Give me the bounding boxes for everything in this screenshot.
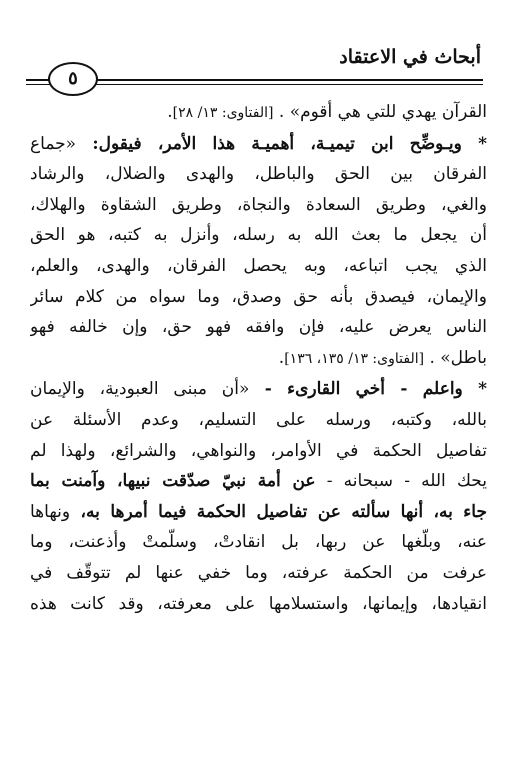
text-run: . [167, 102, 173, 122]
text-run: * ويـوضِّح ابن تيميـة، أهميـة هذا الأمر، فيقول: [76, 133, 487, 154]
text-line [30, 159, 487, 190]
text-line [30, 343, 487, 375]
text-run: بالله، وكتبه، ورسله على التسليم، وعدم الأسئلة عن [30, 409, 487, 430]
text-run: [الفتاوى: ١٣/ ٢٨] [172, 105, 274, 121]
text-run: . [278, 347, 285, 368]
text-line [30, 589, 487, 620]
text-line [30, 251, 487, 282]
text-run: يحك الله - سبحانه - [315, 471, 487, 492]
text-run: * واعلم - أخي القارىء - [249, 379, 487, 400]
text-line [30, 312, 487, 343]
text-line [30, 558, 487, 589]
text-line [30, 405, 487, 436]
text-run: تفاصيل الحكمة في الأوامر، والنواهي، والشرائع، ولهذا لم [30, 440, 487, 461]
page-number: ٥ [48, 62, 98, 96]
text-run: عنه، وبلّغها عن ربها، بل انقادتْ، وسلّمتْ وأذعنت، وما [30, 532, 487, 553]
text-line [30, 436, 487, 467]
text-run: جاء به، أنها سألته عن تفاصيل الحكمة فيما أمرها به، [70, 501, 487, 522]
text-run: [الفتاوى: ١٣/ ١٣٥، ١٣٦] [284, 350, 425, 367]
book-title: أبحاث في الاعتقاد [339, 46, 481, 68]
text-line [30, 129, 487, 160]
text-run: عرفت من الحكمة عرفته، وما خفي عنها لم تتوقّف في [30, 562, 487, 583]
text-run: الناس يعرض عليه، فإن وافقه فهو حق، وإن خالفه فهو [30, 317, 487, 338]
text-line [30, 220, 487, 251]
text-line [30, 466, 487, 497]
text-run: الذي يجب اتباعه، وبه يحصل الفرقان، والهدى، والعلم، [30, 255, 487, 276]
text-run: الفرقان بين الحق والباطل، والهدى والضلال، والرشاد [30, 164, 487, 185]
text-run: القرآن يهدي للتي هي أقوم» . [273, 102, 487, 122]
text-run: عن أمة نبيّ صدّقت نبيها، وآمنت بما [30, 471, 316, 492]
text-run: انقيادها، وإيمانها، واستسلامها على معرفته، وقد كانت هذه [30, 593, 487, 614]
text-run: ونهاها [30, 501, 71, 522]
text-line [30, 527, 487, 558]
text-run: والإيمان، فيصدق بأنه حق وصدق، وما سواه من كلام سائر [30, 286, 487, 307]
text-line [30, 497, 487, 528]
text-line [30, 374, 487, 405]
text-run: باطل» . [424, 347, 487, 368]
text-line [30, 97, 487, 129]
text-run: أن يجعل ما بعث الله به رسله، وأنزل به كتبه، هو الحق [30, 225, 487, 246]
body-text [30, 97, 487, 619]
text-run: «جماع [30, 133, 77, 154]
text-line [30, 190, 487, 221]
text-run: والغي، وطريق السعادة والنجاة، وطريق الشقاوة والهلاك، [30, 194, 487, 215]
text-run: «أن مبنى العبودية، والإيمان [30, 379, 250, 400]
text-line [30, 282, 487, 313]
page-header [26, 46, 483, 90]
